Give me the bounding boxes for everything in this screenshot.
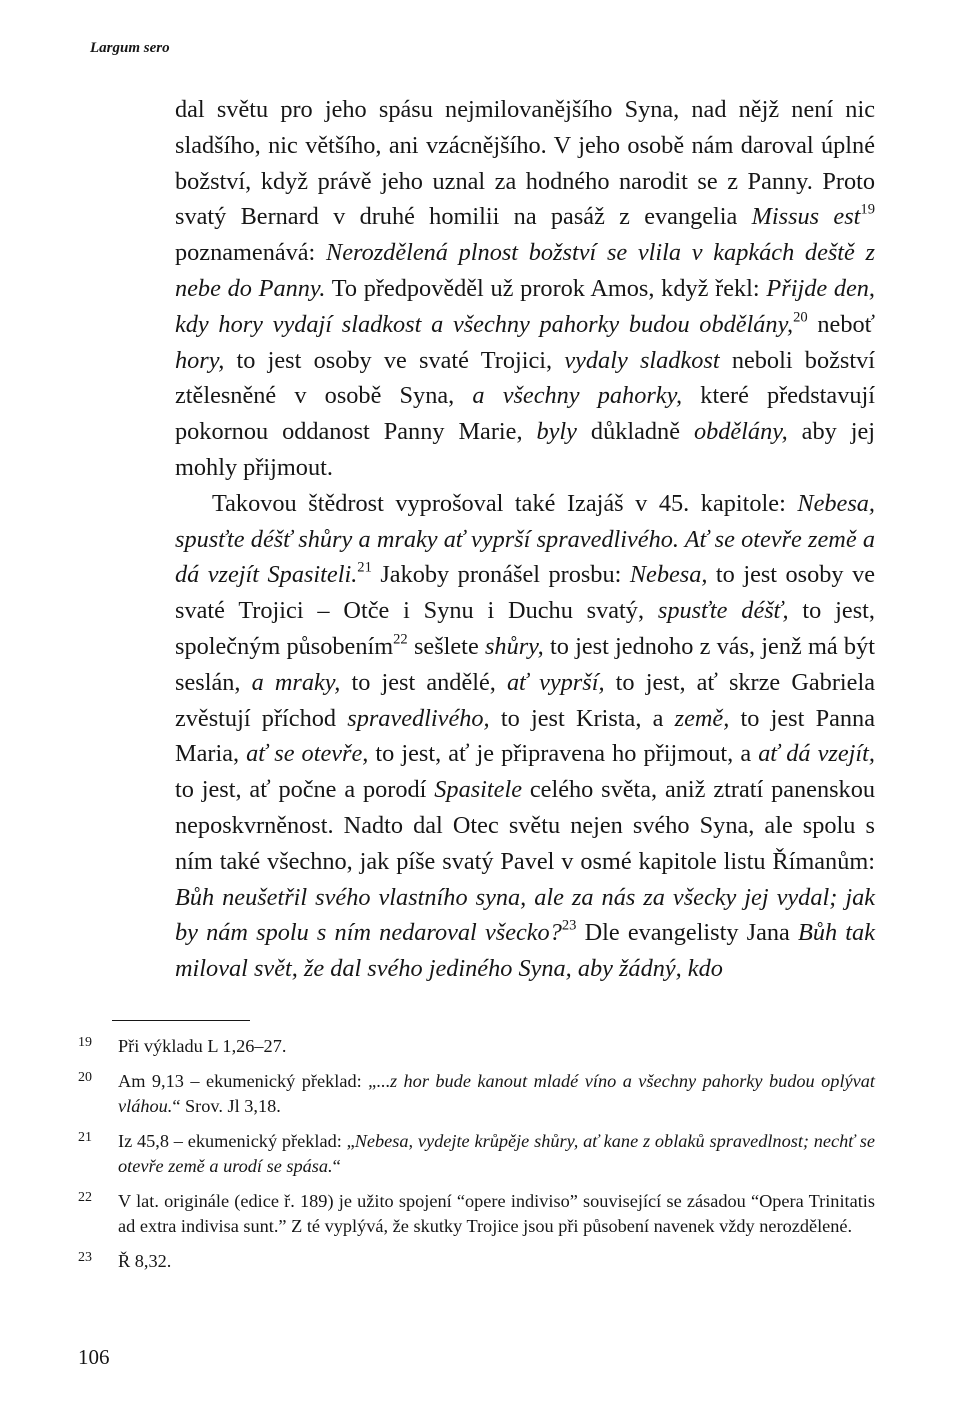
text: To předpověděl už prorok Amos, když řekl: bbox=[325, 274, 767, 302]
footnote-ref-21[interactable]: 21 bbox=[357, 559, 372, 576]
footnote-number: 23 bbox=[78, 1249, 92, 1265]
text: to jest, společným působením bbox=[175, 597, 875, 660]
footnote-text bbox=[118, 1129, 875, 1180]
text: “ bbox=[332, 1156, 341, 1176]
footnotes bbox=[78, 1034, 875, 1283]
text: to jest, ať je připravena ho přijmout, a bbox=[368, 740, 759, 768]
italic-quote: Nerozdělená plnost božství se vlila v kapkách deště z nebe do Panny. bbox=[175, 239, 876, 302]
footnote-ref-22[interactable]: 22 bbox=[393, 631, 408, 648]
text: Am 9,13 – ekumenický překlad: „... bbox=[118, 1070, 390, 1091]
italic-quote: Bůh neušetřil svého vlastního syna, ale za nás za všecky jej vydal; jak by nám spolu s ním nedaroval všecko? bbox=[175, 883, 875, 947]
footnote-19 bbox=[78, 1034, 875, 1060]
text: aby jej mohly přijmout. bbox=[175, 418, 875, 481]
text: sešlete bbox=[407, 632, 485, 660]
italic-text: ať vyprší, bbox=[506, 668, 605, 696]
text: to jest, ať počne a porodí bbox=[175, 776, 435, 804]
text: které představují pokornou oddanost Panny Marie, bbox=[175, 382, 875, 446]
italic-quote: Bůh tak miloval svět, že dal svého jediného Syna, aby žádný, kdo bbox=[175, 919, 875, 983]
footnote-ref-20[interactable]: 20 bbox=[793, 309, 808, 326]
italic-text: Nebesa, bbox=[629, 561, 708, 589]
italic-text: obdělány, bbox=[693, 418, 788, 446]
italic-text: byly bbox=[536, 418, 577, 446]
italic-text: ať dá vzejít, bbox=[758, 740, 875, 768]
footnote-text bbox=[118, 1249, 875, 1275]
italic-text: vydaly sladkost bbox=[564, 346, 720, 374]
text: Při výkladu L 1,26–27. bbox=[118, 1036, 287, 1056]
footnote-text bbox=[118, 1034, 875, 1060]
text: Jakoby pronášel prosbu: bbox=[371, 561, 630, 589]
text: Dle evangelisty Jana bbox=[576, 919, 798, 947]
italic-quote: Nebesa, vydejte krůpěje shůry, ať kane z oblaků spravedlnost; nechť se otevře země a urodí se spása. bbox=[118, 1130, 875, 1176]
italic-text: hory, bbox=[175, 346, 225, 374]
paragraph-2 bbox=[175, 486, 875, 987]
footnote-number: 19 bbox=[78, 1035, 92, 1050]
italic-text: shůry, bbox=[484, 632, 544, 660]
text: dal světu pro jeho spásu nejmilovanějšího Syna, nad nějž není nic sladšího, nic většího, ani vzácnějšího. V jeho osobě nám daroval úplné božství, když právě jeho uznal za hodného narodit se z Panny. Proto svatý Bernard v druhé homilii na pasáž z evangelia bbox=[175, 96, 875, 231]
footnote-ref-19[interactable]: 19 bbox=[860, 201, 875, 218]
paragraph-1 bbox=[175, 92, 875, 486]
italic-quote: z hor bude kanout mladé víno a všechny pahorky budou oplývat vláhou. bbox=[118, 1070, 875, 1116]
text: Iz 45,8 – ekumenický překlad: „ bbox=[118, 1130, 355, 1151]
footnote-number: 22 bbox=[78, 1189, 92, 1205]
text: to jest osoby ve svaté Trojici, bbox=[224, 346, 565, 374]
text: poznamenává: bbox=[175, 239, 327, 267]
italic-text: Missus est bbox=[751, 203, 861, 231]
text: neboli božství ztělesněné v osobě Syna, bbox=[175, 346, 875, 410]
text: to jest jednoho z vás, jenž má být seslán, bbox=[175, 632, 875, 696]
page-number: 106 bbox=[78, 1345, 110, 1369]
text: to jest osoby ve svaté Trojici – Otče i Synu i Duchu svatý, bbox=[175, 561, 875, 625]
text: to jest andělé, bbox=[340, 668, 507, 696]
italic-quote: Přijde den, kdy hory vydají sladkost a všechny pahorky budou obdělány, bbox=[175, 274, 875, 338]
italic-text: ať se otevře, bbox=[246, 740, 369, 768]
italic-text: Spasitele bbox=[434, 776, 523, 804]
italic-text: spusťte déšť, bbox=[657, 597, 789, 625]
footnote-ref-23[interactable]: 23 bbox=[561, 917, 577, 934]
text: “ Srov. Jl 3,18. bbox=[172, 1096, 281, 1116]
footnote-text bbox=[118, 1069, 875, 1120]
text: neboť bbox=[807, 310, 876, 338]
footnote-number: 21 bbox=[78, 1129, 92, 1145]
footnote-separator bbox=[112, 1020, 250, 1021]
footnote-22 bbox=[78, 1189, 875, 1240]
italic-text: a všechny pahorky, bbox=[472, 382, 683, 410]
text: celého světa, aniž ztratí panenskou neposkvrněnost. Nadto dal Otec světu nejen svého Syna, ale spolu s ním také všechno, jak píše svatý Pavel v osmé kapitole listu Římanům: bbox=[175, 776, 876, 875]
italic-text: a mraky, bbox=[251, 668, 341, 696]
footnote-21 bbox=[78, 1129, 875, 1180]
body-text bbox=[175, 92, 875, 987]
footnote-20 bbox=[78, 1069, 875, 1120]
text: Ř 8,32. bbox=[118, 1250, 172, 1271]
running-head: Largum sero bbox=[90, 40, 170, 56]
text: to jest Panna Maria, bbox=[175, 704, 875, 768]
text: V lat. originále (edice ř. 189) je užito spojení “opere indiviso” související se zásadou “Opera Trinitatis ad extra indivisa sunt.” Z té vyplývá, že skutky Trojice jsou při působení navenek vždy nerozdělené. bbox=[118, 1190, 875, 1236]
italic-text: země, bbox=[674, 704, 730, 732]
text: to jest, ať skrze Gabriela zvěstují příchod bbox=[175, 668, 875, 732]
footnote-number: 20 bbox=[78, 1069, 92, 1085]
text: důkladně bbox=[576, 418, 694, 446]
italic-text: spravedlivého, bbox=[347, 704, 490, 732]
italic-quote: Nebesa, spusťte déšť shůry a mraky ať vyprší spravedlivého. Ať se otevře země a dá vzejít Spasiteli. bbox=[175, 489, 875, 589]
footnote-23 bbox=[78, 1249, 875, 1275]
footnote-text bbox=[118, 1189, 875, 1240]
text: to jest Krista, a bbox=[489, 704, 675, 732]
text: Takovou štědrost vyprošoval také Izajáš v 45. kapitole: bbox=[212, 489, 798, 517]
